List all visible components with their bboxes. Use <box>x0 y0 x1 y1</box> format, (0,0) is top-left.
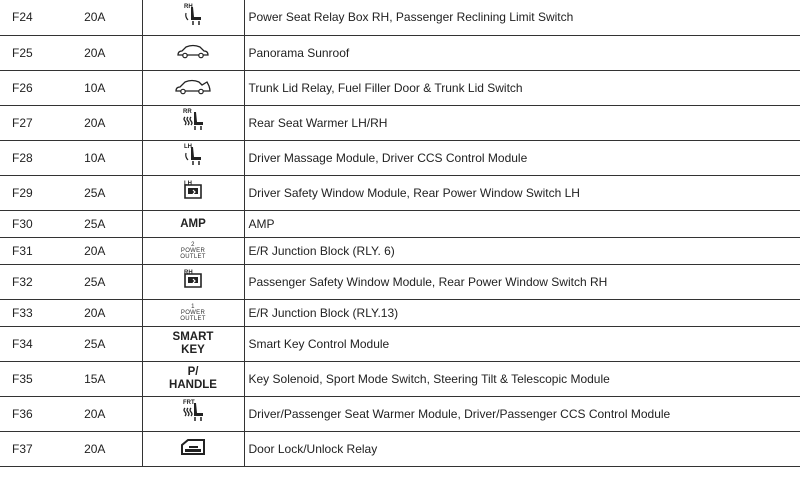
fuse-symbol <box>142 175 244 210</box>
table-row <box>0 0 800 35</box>
fuse-description: Driver Safety Window Module, Rear Power Window Switch LH <box>244 175 800 210</box>
fuse-number: F33 <box>0 299 48 326</box>
power-outlet-number: 2 <box>191 241 195 248</box>
fuse-rating: 20A <box>48 105 142 140</box>
fuse-symbol <box>142 326 244 361</box>
table-row <box>0 264 800 299</box>
fuse-number: F37 <box>0 431 48 466</box>
fuse-rating: 25A <box>48 175 142 210</box>
power-outlet-line2: OUTLET <box>180 253 206 260</box>
symbol-text-line2: HANDLE <box>169 378 217 391</box>
icon-tag: RH <box>184 270 193 276</box>
fuse-symbol <box>142 237 244 264</box>
fuse-number: F27 <box>0 105 48 140</box>
fuse-rating: 25A <box>48 210 142 237</box>
fuse-symbol <box>142 264 244 299</box>
fuse-rating: 20A <box>48 0 142 35</box>
fuse-description: Rear Seat Warmer LH/RH <box>244 105 800 140</box>
fuse-number: F26 <box>0 70 48 105</box>
fuse-rating: 25A <box>48 264 142 299</box>
seat-icon <box>182 145 204 170</box>
fuse-number: F32 <box>0 264 48 299</box>
table-row <box>0 237 800 264</box>
fuse-description: Panorama Sunroof <box>244 35 800 70</box>
fuse-rating: 10A <box>48 70 142 105</box>
fuse-symbol <box>142 210 244 237</box>
fuse-symbol <box>142 299 244 326</box>
icon-tag: FRT <box>183 400 195 406</box>
symbol-text: AMP <box>180 218 206 230</box>
window-icon <box>182 182 204 203</box>
fuse-description: Trunk Lid Relay, Fuel Filler Door & Trunk Lid Switch <box>244 70 800 105</box>
fuse-description: Power Seat Relay Box RH, Passenger Reclining Limit Switch <box>244 0 800 35</box>
fuse-number: F30 <box>0 210 48 237</box>
table-row <box>0 70 800 105</box>
seat-icon <box>182 5 204 30</box>
fuse-number: F25 <box>0 35 48 70</box>
fuse-symbol <box>142 361 244 396</box>
symbol-text-line1: SMART <box>172 330 214 343</box>
power-outlet-line1: POWER <box>180 247 206 254</box>
fuse-number: F29 <box>0 175 48 210</box>
fuse-rating: 20A <box>48 396 142 431</box>
table-row <box>0 210 800 237</box>
icon-tag: RH <box>184 3 193 10</box>
fuse-number: F24 <box>0 0 48 35</box>
fuse-description: E/R Junction Block (RLY.13) <box>244 299 800 326</box>
fuse-description: AMP <box>244 210 800 237</box>
fuse-rating: 20A <box>48 299 142 326</box>
icon-tag: LH <box>184 181 192 187</box>
fuse-description: Driver Massage Module, Driver CCS Control Module <box>244 140 800 175</box>
fuse-symbol <box>142 70 244 105</box>
fuse-symbol <box>142 35 244 70</box>
car-trunk-icon <box>174 77 212 98</box>
fuse-number: F36 <box>0 396 48 431</box>
fuse-rating: 10A <box>48 140 142 175</box>
fuse-rating: 25A <box>48 326 142 361</box>
fuse-rating: 15A <box>48 361 142 396</box>
table-row <box>0 326 800 361</box>
table-row <box>0 105 800 140</box>
fuse-rating: 20A <box>48 431 142 466</box>
fuse-symbol <box>142 105 244 140</box>
symbol-text-line2: KEY <box>181 343 205 356</box>
fuse-description: Key Solenoid, Sport Mode Switch, Steering Tilt & Telescopic Module <box>244 361 800 396</box>
power-outlet-number: 1 <box>191 303 195 310</box>
icon-tag: RR <box>183 109 192 115</box>
fuse-symbol <box>142 396 244 431</box>
table-row <box>0 431 800 466</box>
fuse-symbol <box>142 431 244 466</box>
fuse-description: Smart Key Control Module <box>244 326 800 361</box>
table-row <box>0 299 800 326</box>
power-outlet-line2: OUTLET <box>180 315 206 322</box>
fuse-symbol <box>142 140 244 175</box>
fuse-rating: 20A <box>48 35 142 70</box>
fuse-description: Passenger Safety Window Module, Rear Power Window Switch RH <box>244 264 800 299</box>
fuse-symbol <box>142 0 244 35</box>
table-row <box>0 361 800 396</box>
table-row <box>0 140 800 175</box>
seat-warmer-icon <box>181 401 205 426</box>
seat-warmer-icon <box>181 110 205 135</box>
icon-tag: LH <box>184 144 192 150</box>
table-row <box>0 396 800 431</box>
fuse-number: F35 <box>0 361 48 396</box>
fuse-number: F28 <box>0 140 48 175</box>
door-lock-icon <box>180 438 206 459</box>
symbol-text-line1: P/ <box>187 365 199 378</box>
fuse-description: E/R Junction Block (RLY. 6) <box>244 237 800 264</box>
fuse-description: Driver/Passenger Seat Warmer Module, Driver/Passenger CCS Control Module <box>244 396 800 431</box>
table-row <box>0 35 800 70</box>
fuse-number: F34 <box>0 326 48 361</box>
power-outlet-line1: POWER <box>180 309 206 316</box>
window-icon <box>182 271 204 292</box>
fuse-number: F31 <box>0 237 48 264</box>
fuse-description: Door Lock/Unlock Relay <box>244 431 800 466</box>
car-sunroof-icon <box>176 43 210 62</box>
table-row <box>0 175 800 210</box>
fuse-rating: 20A <box>48 237 142 264</box>
